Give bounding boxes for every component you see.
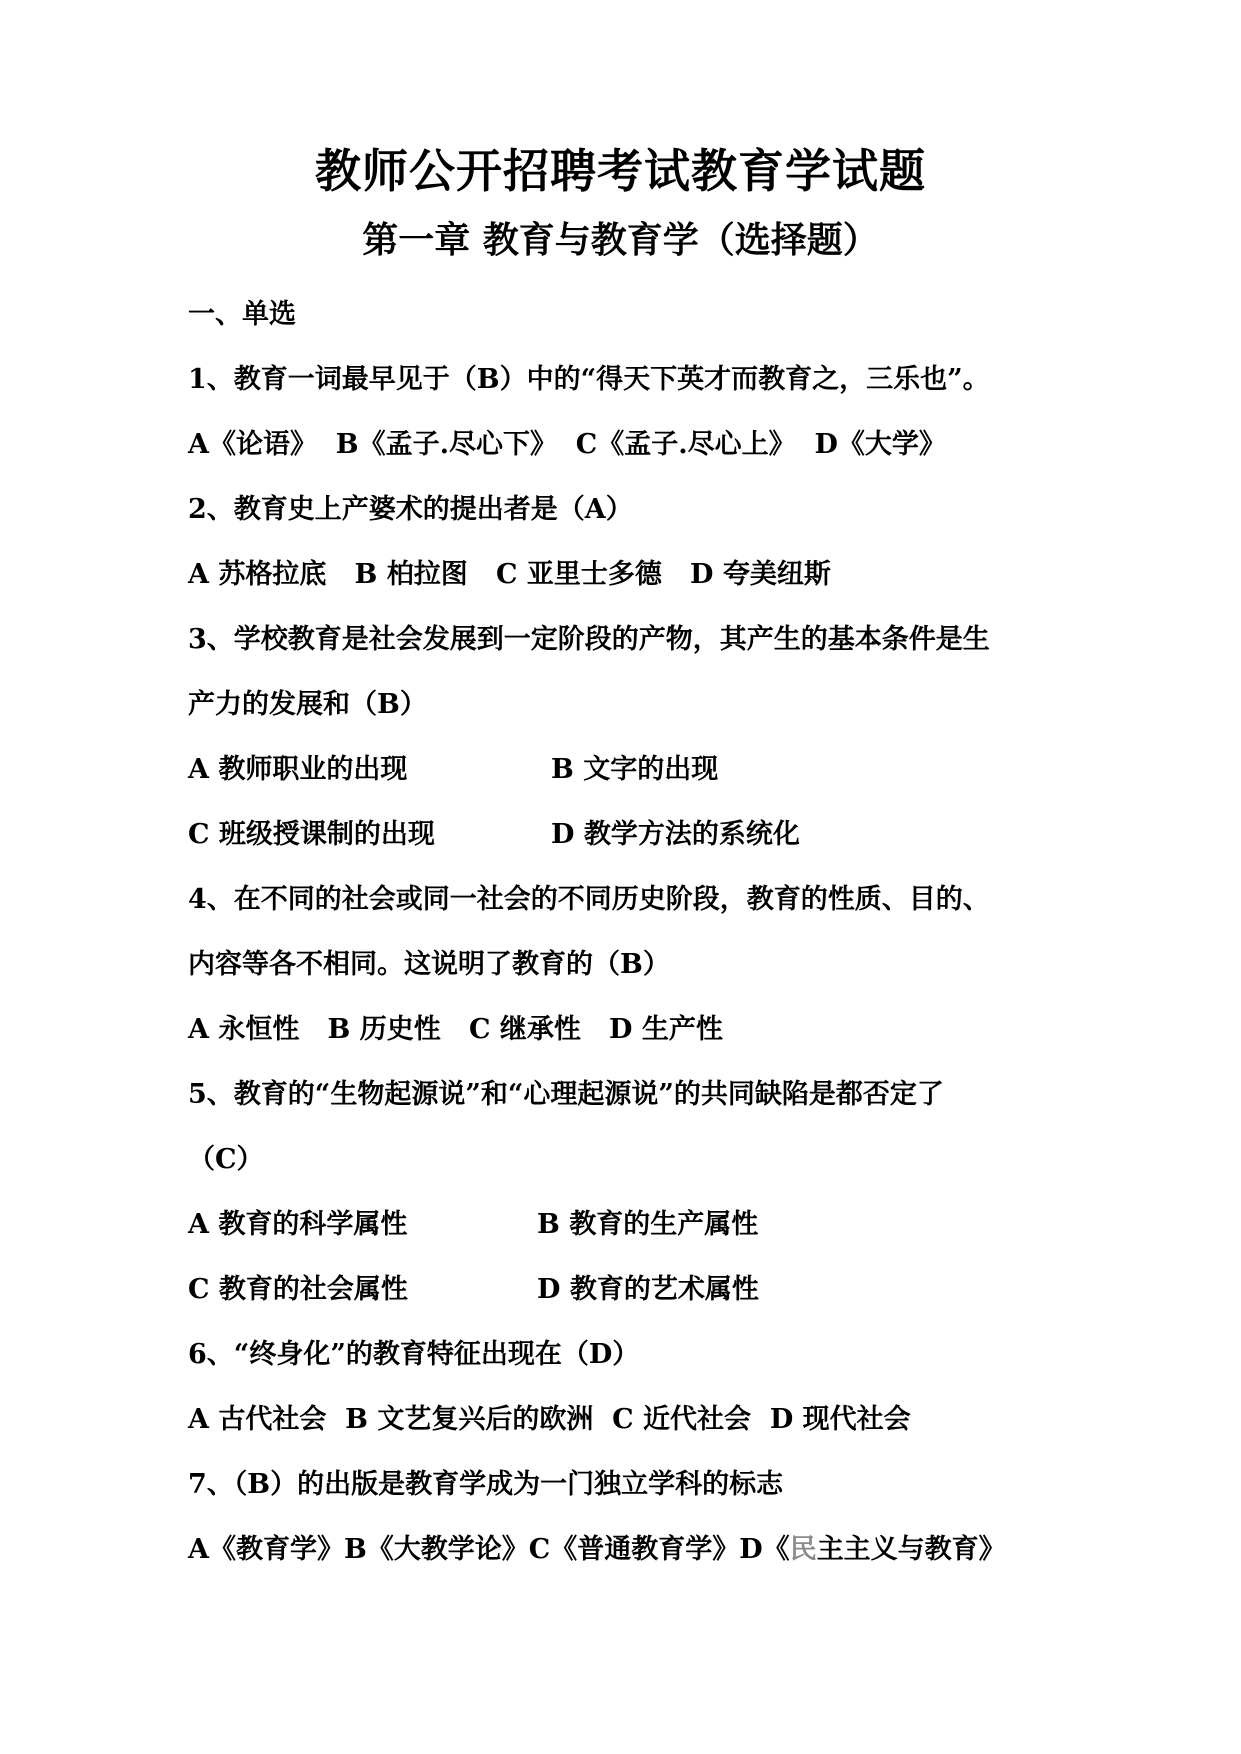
question-6-options: A 古代社会 B 文艺复兴后的欧洲 C 近代社会 D 现代社会 [188, 1404, 911, 1435]
question-3-option-b: B 文字的出现 [551, 754, 719, 785]
question-3-stem-line2: 产力的发展和（B） [188, 689, 427, 720]
question-1-options: A《论语》 B《孟子.尽心下》 C《孟子.尽心上》 D《大学》 [188, 429, 946, 460]
question-5-stem-line2: （C） [188, 1144, 264, 1175]
question-2-options: A 苏格拉底 B 柏拉图 C 亚里士多德 D 夸美纽斯 [188, 559, 831, 590]
question-1-stem: 1、教育一词最早见于（B）中的“得天下英才而教育之，三乐也”。 [188, 364, 990, 395]
question-5-stem-line1: 5、教育的“生物起源说”和“心理起源说”的共同缺陷是都否定了 [188, 1079, 944, 1110]
question-5-option-b: B 教育的生产属性 [537, 1209, 759, 1240]
question-4-stem-line2: 内容等各不相同。这说明了教育的（B） [188, 949, 670, 980]
question-3-stem-line1: 3、学校教育是社会发展到一定阶段的产物，其产生的基本条件是生 [188, 624, 990, 655]
question-7-stem: 7、（B）的出版是教育学成为一门独立学科的标志 [188, 1469, 784, 1500]
question-7-options [188, 1536, 1006, 1563]
question-7-options-gray-char: 民 [789, 1534, 817, 1565]
question-3-option-d: D 教学方法的系统化 [551, 819, 800, 850]
question-3-option-a: A 教师职业的出现 [188, 754, 408, 785]
question-7-options-text-end: 主主义与教育》 [816, 1534, 1006, 1565]
question-2-stem: 2、教育史上产婆术的提出者是（A） [188, 494, 633, 525]
question-5-option-a: A 教育的科学属性 [188, 1209, 408, 1240]
question-4-options: A 永恒性 B 历史性 C 继承性 D 生产性 [188, 1014, 723, 1045]
question-5-option-c: C 教育的社会属性 [188, 1274, 408, 1305]
section-heading: 一、单选 [188, 299, 296, 330]
question-3-option-c: C 班级授课制的出现 [188, 819, 435, 850]
chapter-title: 第一章 教育与教育学（选择题） [362, 219, 879, 261]
document-title: 教师公开招聘考试教育学试题 [315, 144, 926, 198]
question-5-option-d: D 教育的艺术属性 [537, 1274, 759, 1305]
question-4-stem-line1: 4、在不同的社会或同一社会的不同历史阶段，教育的性质、目的、 [188, 884, 990, 915]
question-6-stem: 6、“终身化”的教育特征出现在（D） [188, 1339, 640, 1370]
question-7-options-text: A《教育学》B《大教学论》C《普通教育学》D《 [188, 1534, 790, 1565]
